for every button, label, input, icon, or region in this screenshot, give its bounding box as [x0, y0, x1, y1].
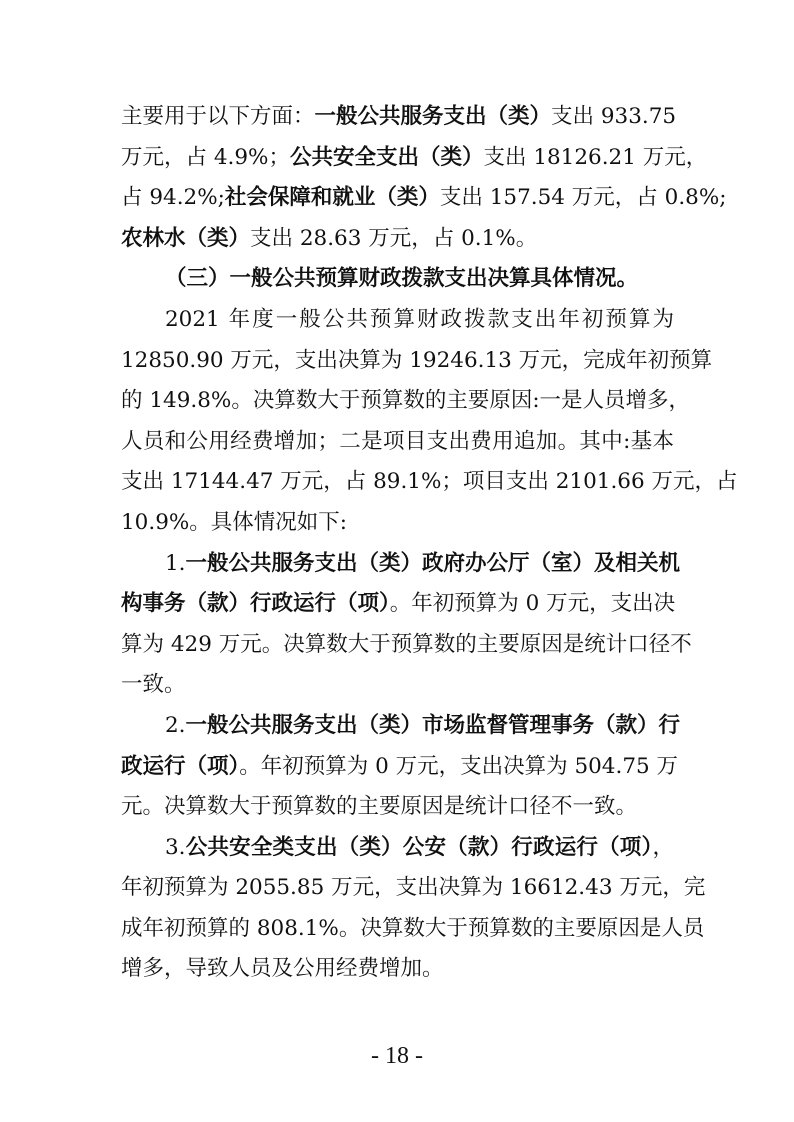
text-line	[121, 949, 674, 990]
text-line	[121, 381, 691, 422]
bold-text: 一般公共服务支出（类）政府办公厅（室）及相关机	[185, 550, 681, 576]
text: 成年初预算的 808.1%。决算数大于预算数的主要原因是人员	[121, 915, 705, 941]
text: 支出 157.54 万元，占 0.8%;	[439, 185, 727, 211]
bold-text: 社会保障和就业（类）	[224, 185, 440, 211]
text-line	[121, 828, 674, 869]
text: 的 149.8%。决算数大于预算数的主要原因:一是人员增多，	[121, 388, 691, 414]
paragraph-section-heading	[121, 259, 674, 300]
text: 2.	[165, 712, 186, 738]
paragraph-expenditure-breakdown	[121, 97, 727, 259]
text-line	[121, 665, 674, 706]
text: 年初预算为 2055.85 万元，支出决算为 16612.43 万元，完	[121, 875, 706, 901]
text-line	[121, 138, 708, 179]
bold-text: 公共安全支出（类）	[289, 144, 484, 170]
text: 支出 28.63 万元，占 0.1%。	[250, 225, 538, 251]
text-line	[121, 787, 674, 828]
paragraph-item-3	[121, 828, 706, 990]
text: 占 94.2%;	[121, 185, 225, 211]
text: 一致。	[121, 672, 186, 698]
text: 主要用于以下方面：	[121, 104, 315, 129]
paragraph-item-1	[121, 544, 692, 706]
text: 10.9%。具体情况如下:	[121, 509, 348, 535]
text-line	[121, 300, 674, 341]
text: 算为 429 万元。决算数大于预算数的主要原因是统计口径不	[121, 631, 692, 657]
document-body	[121, 97, 738, 990]
text: 。年初预算为 0 万元，支出决	[389, 591, 676, 617]
bold-text: 政运行（项）	[121, 753, 240, 779]
text-line	[121, 219, 674, 260]
text: 支出 17144.47 万元，占 89.1%；项目支出 2101.66 万元，占	[121, 469, 738, 495]
bold-text: 公共安全类支出（类）公安（款）行政运行（项）	[185, 834, 653, 860]
text-line	[121, 259, 674, 300]
page-number: - 18 -	[371, 1043, 423, 1069]
text-line	[121, 868, 706, 909]
text: 万元，占 4.9%；	[121, 144, 290, 170]
bold-text: 农林水（类）	[121, 225, 251, 251]
text: ，	[652, 834, 674, 860]
text: 2021 年度一般公共预算财政拨款支出年初预算为	[165, 306, 674, 332]
bold-text: 构事务（款）行政运行（项）	[121, 591, 390, 617]
bold-text: （三）一般公共预算财政拨款支出决算具体情况。	[165, 266, 639, 292]
text: 增多，导致人员及公用经费增加。	[121, 956, 444, 982]
text: 3.	[165, 834, 186, 860]
text-line	[121, 462, 738, 503]
paragraph-summary-paragraph	[121, 300, 738, 544]
text: 支出 18126.21 万元，	[483, 144, 708, 170]
text: 人员和公用经费增加；二是项目支出费用追加。其中:基本	[121, 428, 674, 454]
text-line	[121, 747, 679, 788]
text: 12850.90 万元，支出决算为 19246.13 万元，完成年初预算	[121, 347, 713, 373]
text-line	[121, 584, 674, 625]
text-line	[121, 706, 681, 747]
text-line	[121, 97, 677, 138]
text-line	[121, 422, 674, 463]
text: 支出 933.75	[551, 104, 677, 129]
bold-text: 一般公共服务支出（类）	[314, 104, 552, 129]
paragraph-item-2	[121, 706, 681, 828]
bold-text: 一般公共服务支出（类）市场监督管理事务（款）行	[185, 712, 681, 738]
text-line	[121, 178, 727, 219]
text: 1.	[165, 550, 186, 576]
text-line	[121, 544, 681, 585]
text: 。年初预算为 0 万元，支出决算为 504.75 万	[239, 753, 679, 779]
text-line	[121, 909, 705, 950]
text: 元。决算数大于预算数的主要原因是统计口径不一致。	[121, 794, 638, 820]
text-line	[121, 625, 692, 666]
text-line	[121, 503, 674, 544]
text-line	[121, 341, 713, 382]
